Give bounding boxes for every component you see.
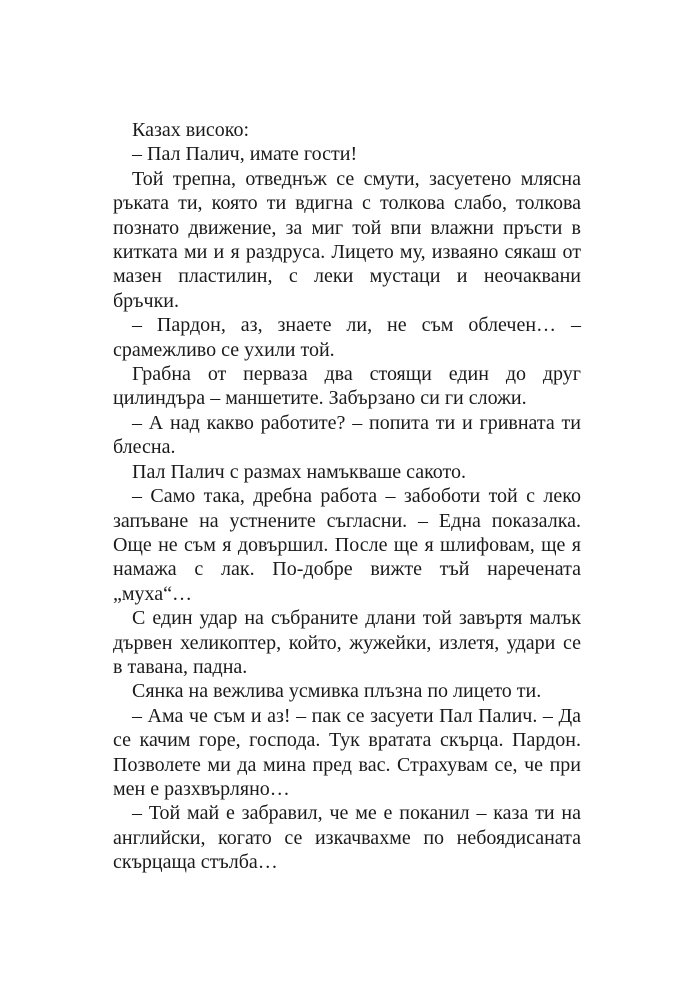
page-body-text — [113, 118, 581, 875]
text-line: С един удар на събраните длани той завъртя малък — [132, 607, 581, 630]
text-line: „муха“… — [113, 582, 193, 605]
text-line: Грабна от перваза два стоящи един до друг — [132, 363, 581, 386]
text-line: намажа с лак. По-добре вижте тъй наречената — [113, 558, 581, 581]
paragraph — [113, 167, 581, 313]
paragraph — [113, 362, 581, 411]
paragraph — [113, 484, 581, 606]
paragraph — [113, 801, 581, 874]
text-line: Още не съм я довършил. После ще я шлифовам, ще я — [113, 533, 581, 556]
text-line: Той трепна, отведнъж се смути, засуетено млясна — [132, 167, 581, 190]
paragraph — [113, 679, 581, 703]
text-line: Казах високо: — [132, 119, 250, 141]
paragraph — [113, 118, 581, 142]
text-line: срамежливо се ухили той. — [113, 338, 335, 361]
text-line: – А над какво работите? – попита ти и гривната ти — [132, 411, 581, 434]
text-line: – Само така, дребна работа – забоботи той с леко — [132, 485, 581, 508]
text-line: Сянка на вежлива усмивка плъзна по лицето ти. — [132, 680, 542, 703]
text-line: бръчки. — [113, 289, 179, 312]
text-line: скърцаща стълба… — [113, 851, 278, 874]
text-line: – Пал Палич, имате гости! — [132, 143, 358, 166]
paragraph — [113, 313, 581, 362]
text-line: в тавана, падна. — [113, 655, 248, 678]
text-line: ръката ти, която ти вдигна с толкова слабо, толкова — [113, 192, 581, 215]
text-line: познато движение, за миг той впи влажни пръсти в — [113, 216, 581, 239]
paragraph — [113, 411, 581, 460]
text-line: – Той май е забравил, че ме е поканил – каза ти на — [132, 802, 581, 825]
text-line: Пал Палич с размах намъкваше сакото. — [132, 460, 467, 483]
text-line: мазен пластилин, с леки мустаци и неочаквани — [113, 265, 581, 288]
text-line: запъване на устнените съгласни. – Една показалка. — [113, 509, 581, 532]
text-line: Позволете ми да мина пред вас. Страхувам се, че при — [113, 753, 581, 776]
text-line: се качим горе, господа. Тук вратата скърца. Пардон. — [113, 729, 581, 752]
paragraph — [113, 460, 581, 484]
text-line: китката ми и я раздруса. Лицето му, изваяно сякаш от — [113, 241, 581, 264]
paragraph — [113, 704, 581, 802]
text-line: мен е разхвърляно… — [113, 777, 290, 800]
text-line: цилиндъра – маншетите. Забързано си ги сложи. — [113, 387, 527, 410]
text-line: блесна. — [113, 436, 176, 459]
text-line: – Пардон, аз, знаете ли, не съм облечен… – — [132, 314, 581, 337]
paragraph — [113, 606, 581, 679]
paragraph — [113, 142, 581, 166]
text-line: – Ама че съм и аз! – пак се засуети Пал Палич. – Да — [132, 704, 581, 727]
text-line: английски, когато се изкачвахме по небоядисаната — [113, 826, 581, 849]
text-line: дървен хеликоптер, който, жужейки, излетя, удари се — [113, 631, 581, 654]
